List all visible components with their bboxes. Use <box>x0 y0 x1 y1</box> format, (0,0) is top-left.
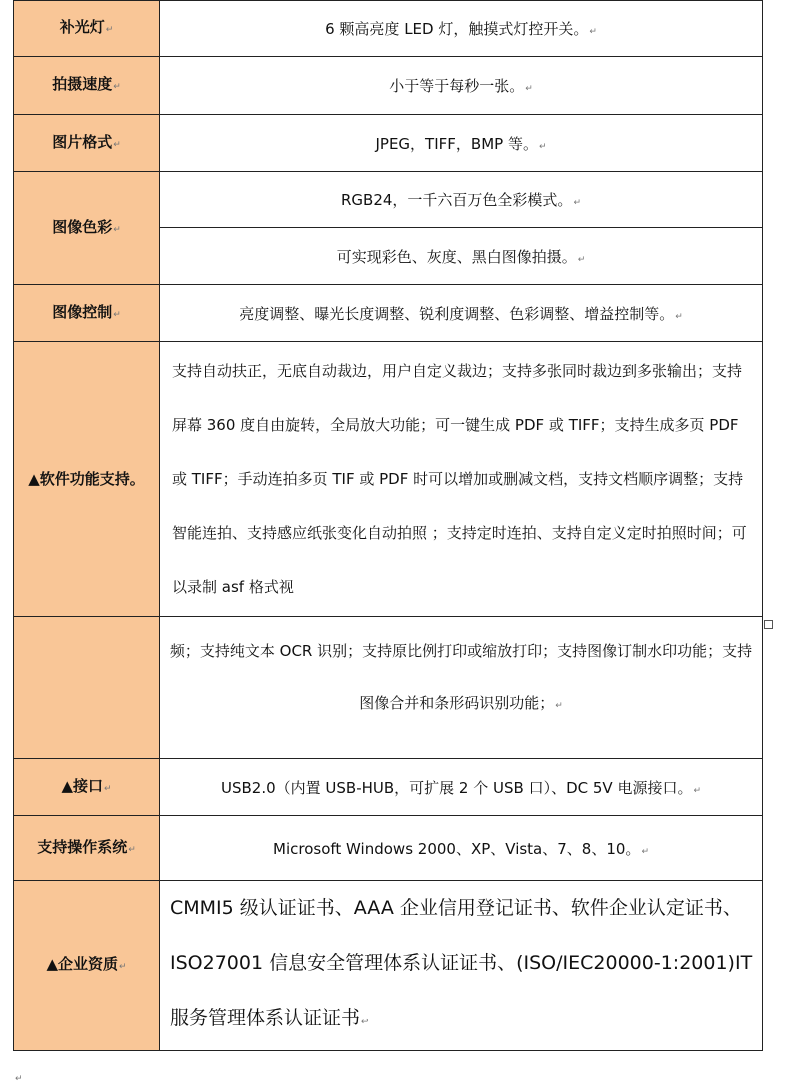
paragraph-mark: ↵ <box>675 311 683 322</box>
return-mark: ↩ <box>361 1017 369 1027</box>
spec-table <box>13 0 763 1051</box>
paragraph-mark: ↵ <box>589 27 597 37</box>
paragraph-mark: ↵ <box>113 82 121 92</box>
label-os: 支持操作系统↵ <box>14 816 160 881</box>
label-software-continued <box>14 617 160 759</box>
label-image-control: 图像控制↵ <box>14 285 160 342</box>
row-shoot-speed <box>14 57 763 115</box>
paragraph-mark: ↵ <box>113 309 121 320</box>
end-paragraph-mark: ↵ <box>15 1074 23 1084</box>
row-software-continued <box>14 617 763 759</box>
paragraph-mark: ↵ <box>105 25 114 35</box>
label-qualification: ▲企业资质↵ <box>14 881 160 1051</box>
value-qualification: CMMI5 级认证证书、AAA 企业信用登记证书、软件企业认定证书、ISO27001 信息安全管理体系认证证书、(ISO/IEC20000-1:2001)IT 服务管理体系认证证书↩ <box>160 881 763 1051</box>
row-image-format <box>14 115 763 172</box>
label-fill-light: 补光灯↵ <box>14 1 160 57</box>
paragraph-mark: ↵ <box>113 139 121 150</box>
paragraph-mark: ↵ <box>113 224 121 235</box>
row-image-color-1 <box>14 172 763 228</box>
value-image-color-2: 可实现彩色、灰度、黑白图像拍摄。↵ <box>160 228 763 285</box>
label-shoot-speed: 拍摄速度↵ <box>14 57 160 115</box>
value-shoot-speed: 小于等于每秒一张。↵ <box>160 57 763 115</box>
row-image-control <box>14 285 763 342</box>
paragraph-mark: ↵ <box>577 254 586 265</box>
row-os <box>14 816 763 881</box>
value-software: 支持自动扶正，无底自动裁边，用户自定义裁边；支持多张同时裁边到多张输出；支持屏幕 360 度自由旋转，全局放大功能；可一键生成 PDF 或 TIFF；支持生成多页 PDF 或 TIFF；手动连拍多页 TIF 或 PDF 时可以增加或删减文档，支持文档顺序调整；支持智能连拍、支持感应纸张变化自动拍照 ；支持定时连拍、支持自定义定时拍照时间；可以录制 asf 格式视 <box>160 342 763 617</box>
label-image-color: 图像色彩↵ <box>14 172 160 285</box>
value-interface: USB2.0（内置 USB-HUB，可扩展 2 个 USB 口）、DC 5V 电源接口。↵ <box>160 759 763 816</box>
paragraph-mark: ↵ <box>641 846 649 857</box>
paragraph-mark: ↵ <box>128 844 136 855</box>
row-software <box>14 342 763 617</box>
value-image-control: 亮度调整、曝光长度调整、锐利度调整、色彩调整、增益控制等。↵ <box>160 285 763 342</box>
paragraph-mark: ↵ <box>555 701 563 711</box>
row-interface <box>14 759 763 816</box>
value-os: Microsoft Windows 2000、XP、Vista、7、8、10。↵ <box>160 816 763 881</box>
paragraph-mark: ↵ <box>525 84 533 94</box>
row-fill-light <box>14 1 763 57</box>
value-fill-light: 6 颗高亮度 LED 灯，触摸式灯控开关。↵ <box>160 1 763 57</box>
value-software-continued: 频；支持纯文本 OCR 识别；支持原比例打印或缩放打印；支持图像订制水印功能；支持图像合并和条形码识别功能；↵ <box>160 617 763 759</box>
paragraph-mark: ↵ <box>573 198 581 208</box>
paragraph-mark: ↵ <box>538 141 547 152</box>
label-interface: ▲接口↵ <box>14 759 160 816</box>
label-image-format: 图片格式↵ <box>14 115 160 172</box>
paragraph-mark: ↵ <box>119 962 127 972</box>
value-image-format: JPEG，TIFF，BMP 等。↵ <box>160 115 763 172</box>
label-software: ▲软件功能支持。 <box>14 342 160 617</box>
table-resize-handle[interactable] <box>764 620 773 629</box>
value-image-color-1: RGB24，一千六百万色全彩模式。↵ <box>160 172 763 228</box>
paragraph-mark: ↵ <box>693 785 701 796</box>
paragraph-mark: ↵ <box>104 783 112 794</box>
row-qualification <box>14 881 763 1051</box>
